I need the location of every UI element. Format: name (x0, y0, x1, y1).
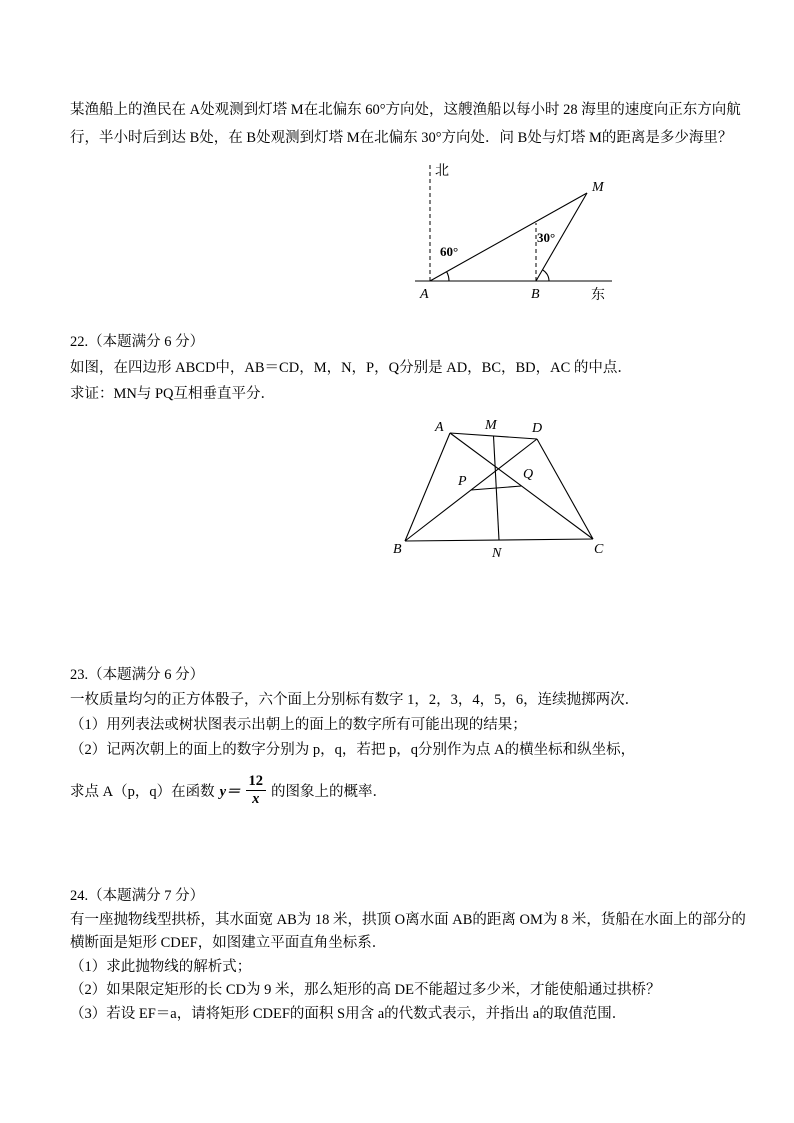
text-line: 某渔船上的渔民在 A处观测到灯塔 M在北偏东 60°方向处，这艘渔船以每小时 28 海里的速度向正东方向航 (70, 102, 741, 118)
text-line: 求证：MN与 PQ互相垂直平分． (70, 386, 276, 402)
edge-d-c (537, 439, 593, 539)
probability-question-line (70, 770, 730, 810)
point-b-label: B (393, 542, 402, 557)
north-label: 北 (435, 164, 449, 179)
text-line: 横断面是矩形 CDEF，如图建立平面直角坐标系． (70, 935, 387, 951)
point-c-label: C (594, 542, 604, 557)
point-d-label: D (532, 421, 543, 436)
text-line: 如图，在四边形 ABCD中，AB＝CD，M，N，P，Q分别是 AD，BC，BD，AC 的中点． (70, 360, 632, 376)
text-line: 行，半小时后到达 B处，在 B处观测到灯塔 M在北偏东 30°方向处．问 B处与灯塔 M的距离是多少海里？ (70, 130, 733, 146)
problem-23 (70, 663, 730, 810)
problem-22 (70, 329, 730, 407)
problem-24 (70, 885, 746, 1026)
point-m-label: M (592, 180, 604, 195)
problem-23-heading: 23.（本题满分 6 分） (70, 667, 205, 683)
quadrilateral-diagram (375, 405, 620, 575)
text-line: 一枚质量均匀的正方体骰子，六个面上分别标有数字 1，2，3，4，5，6，连续抛掷两次． (70, 692, 640, 708)
angle-60-label: 60° (440, 244, 459, 259)
text-line: （3）若设 EF＝a，请将矩形 CDEF的面积 S用含 a的代数式表示，并指出 a的取值范围． (70, 1005, 627, 1022)
east-label: 东 (591, 288, 605, 303)
sight-line-a-m (430, 193, 587, 281)
fraction-12-over-x (246, 773, 267, 808)
point-b-label: B (531, 287, 540, 302)
text-line: 有一座抛物线型拱桥，其水面宽 AB为 18 米，拱顶 O离水面 AB的距离 OM为 8 米，货船在水面上的部分的 (70, 911, 746, 928)
point-q-label: Q (523, 467, 534, 482)
problem-22-heading: 22.（本题满分 6 分） (70, 334, 205, 350)
problem-24-heading: 24.（本题满分 7 分） (70, 888, 205, 904)
problem-21-paragraph (70, 96, 741, 152)
text-line: （1）求此抛物线的解析式； (70, 958, 252, 975)
point-a-label: A (420, 287, 429, 302)
angle-30-label: 30° (537, 230, 556, 245)
point-m-label: M (485, 418, 497, 433)
edge-a-b (405, 433, 450, 541)
text-line: （2）记两次朝上的面上的数字分别为 p，q，若把 p，q分别作为点 A的横坐标和纵坐标， (70, 742, 636, 758)
point-n-label: N (492, 546, 502, 561)
angle-arc-b (543, 270, 550, 281)
point-p-label: P (458, 474, 467, 489)
text-segment: 的图象上的概率． (271, 783, 388, 800)
point-a-label: A (435, 420, 444, 435)
fraction-denominator: x (252, 790, 260, 807)
text-line: （1）用列表法或树状图表示出朝上的面上的数字所有可能出现的结果； (70, 717, 527, 733)
fraction-numerator: 12 (246, 773, 267, 791)
angle-arc-a (447, 272, 449, 281)
text-line: （2）如果限定矩形的长 CD为 9 米，那么矩形的高 DE不能超过多少米，才能使船通过拱桥？ (70, 982, 661, 998)
function-lhs: y＝ (219, 783, 241, 800)
bearing-diagram (395, 153, 625, 303)
text-segment: 求点 A（p，q）在函数 (70, 783, 215, 800)
